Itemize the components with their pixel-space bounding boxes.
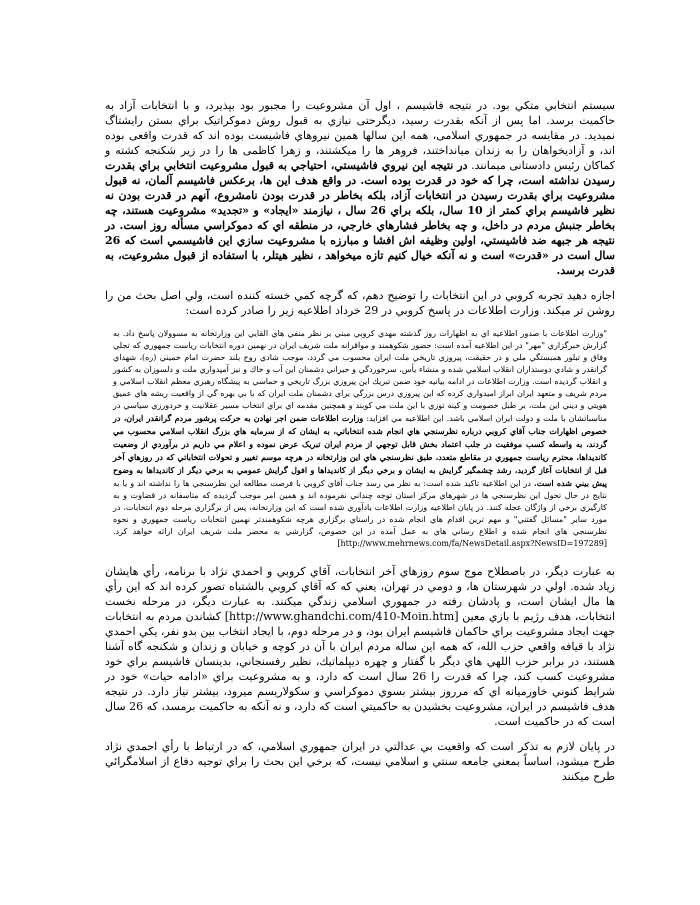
paragraph-4: در پايان لازم به تذكر است كه واقعيت بي عدالتي در ايران جمهوري اسلامي، كه در ارتباط با رأي احمدي نژاد طرح ميشود، اساساً بمعني جامعه سنتي و اسلامي نيست، كه برخي اين بحث را براي توجيه دفاع از اسلامگرائي طرح ميكنند <box>105 740 615 783</box>
paragraph-2: اجازه دهید تجربه کروبي در این انتخابات را توضیح دهم، که گرچه کمي خسته کننده است، ولي اصل بحث من را روشن تر میکند. وزارت اطلاعات در پاسخ کروبي در 29 خرداد اطلاعیه زیر را صادر کرده است: <box>105 289 615 317</box>
document-page <box>105 98 615 794</box>
paragraph-1-bold-text: در نتیجه این نیروي فاشیستي، احتیاجي به قبول مشروعیت انتخابي براي بقدرت رسیدن نداشته است، چرا که خود در قدرت بوده است. در واقع هدف این ها، برعکس فاشیسم آلمان، نه قبول مشروعیت براي بقدرت رسیدن در انتخابات آزاد، بلکه بخاطر در قدرت بودن نامشروع، آنهم در قدرت بودن نه نظیر فاشیسم براي کمتر از 10 سال، بلکه براي 26 سال ، نیازمند «ایجاد» و «تجدید» مشروعیت هستند، چه بخاطر جنبش مردم در داخل، و چه بخاطر فشارهاي خارجي، در منطقه اي که دموکراسي مسأله روز است. در نتیجه هر جبهه ضد فاشیستي، اولین وظیفه اش افشا و مبارزه با مشروعیت سازي این فاشیسمي است که 26 سال است در «قدرت» است و نه آنکه خیال کنیم تازه میخواهد ، نظیر هیتلر، با استفاده از قبول مشروعیت، به قدرت برسد. <box>105 159 616 277</box>
paragraph-1 <box>105 98 615 278</box>
paragraph-3: به عبارت ديگر، در باصطلاح موج سوم روزهاي آخر انتخابات، آقاي كروبي و احمدي نژاد با برنامه، رأي هايشان زياد شده. اولي در شهرستان ها، و دومي در تهران، يعني كه كه آقاي كروبي بالشتباه تصور كرده اند كه اين رأي ها مال ايشان است، و پادشان رفته در جمهوري اسلامي زندگي ميكنند. به عبارت ديگر، در مرحله نخست انتخابات، هدف رژيم با بازي معين [http://www.ghandchi.com/410-Moin.htm] كشاندن مردم به انتخابات جهت ايجاد مشروعيت براي حاكمان فاشيسم ايران بود، و در مرحله دوم، با ايجاد انتخاب بين بدو نفر، يكي احمدي نژاد با قيافه واقعي حزب الله، كه همه اين ساله مردم ايران با آن در كوچه و خيابان و زندان و شكنجه گاه آشنا هستند، در برابر حزب اللهي هاي ديگر با گفتار و چهره ديپلماتيك، نظير رفسنجاني، بدينسان فاشيسم براي خود مشروعيت كسب كند، چرا كه قدرت را 26 سال است كه دارد، و به مشروعيت براي «ادامه حيات» خود در شرايط كنوني خاورميانه اي كه مرروز بيشتر بسوي دموكراسي و سكولاريسم ميرود، بيشتر نياز دارد. در نتيجه هدف فاشيسم در ايران، مشروعيت بخشيدن به حاكميتي است كه دارد، و نه آنكه به حاكميت برمسد، كه 26 سال است كه در حاكميت است. <box>105 565 615 728</box>
quote-source-link[interactable]: [http://www.mehrnews.com/fa/NewsDetail.aspx?NewsID=197289] <box>337 539 607 548</box>
quote-text: "وزارت اطلاعات با صدور اطلاعیه اي به اظهارات روز گذشته مهدي کروبي مبني بر نظر منفي هاي القايي اين وزارتخانه به مسوولان پاسخ داد. به گزارش خبرگزاري "مهر" در اين اطلاعيه آمده است: حضور شکوهمند و مواقرانه ملت شريف ايران در نهمين دوره انتخابات رياست جمهوري که تجلي وفاق و تبلور همبستگي ملي و در حقيقت، پيروزي تاريخي ملت ايران محسوب مي گردد، موجب شادي روح بلند حضرت امام خميني (ره)، شهداي گرانقدر و شادي دوستداران انقلاب اسلامي شده و منشاء يأس، سرخوردگي و حيراني دشمنان اين آب و خاك و نيز آمپدواري ملت و دلسوزان به كشور و انقلاب گرديده است. وزارت اطلاعات در ادامه بيانيه خود ضمن تبريك اين پيروزي بزرگ تاريخي و حماسي به پيشگاه رهبري معظم انقلاب اسلامي و مردم شريف و متعهد ايران ابراز اميدواري كرده كه اين پيروزي درس بزرگي براي دشمنان ملت ايران كه با بي بهره گي از واقعيت ريشه هاي عميق هويتي و ديني اين ملت، بر طبل خصومت و كينه توزي با اين ملت مي كوبند و همچنين مقدمه اي براي انتخاب مسير عقلانيت و خردورزي سياسي در مناسباتشان با ملت و دولت ايران اسلامي باشد. اين اطلاعيه مي افزايد: <box>113 329 608 423</box>
quote-bold-text: وزارت اطلاعات ضمن اجر نهادن به حرکت پرشور مردم گرانقدر ايران، در خصوص اظهارات جناب آقاي کروبي درباره نظرسنجي هاي انجام شده انتخاباتي، به ايشان که از سرمايه هاي بزرگ انقلاب اسلامي محسوب مي گردند، به واسطه کسب موفقيت در جلب اعتماد بخش قابل توجهي از مردم ايران تبريک عرض نموده و اعلام مي داريم در برآوردي از وضعيت کانديداها، محترم رياست جمهوري در مقاطع متعدد، طبق نظرسنجي هاي اين وزارتخانه در هرچه موسم تغيير و تحولات انتخاباتي که در روزهاي آخر قبل از انتخابات آغاز گرديد، رشد چشمگير گرايش به ايشان و برخي ديگر از کانديداها و افول گرايش عمومي به برخي ديگر از کانديداها به وضوح پيش بيني شده است. <box>113 413 608 488</box>
quoted-statement <box>113 328 607 550</box>
quote-tail-text: در اين اطلاعيه تاكيد شده است: به نظر مي رسد جناب آقاي كروبي با فرصت مطالعه اين نظرسنجي ها را نداشته اند و يا به نتايج در حال تحول اين نظرسنجي ها در شهرهاي مركز استان توجه چنداني نفرموده اند و همين امر موجب گرديده كه متاسفانه در قضاوت و به كارگيري برخي از واژگان عجله كنند. در پايان اطلاعيه وزارت اطلاعات يادآوري شده است كه اين وزارتخانه، پس از برگزاري مرحله دوم انتخابات، در مورد ساير "مسائل گفتني" و مهم ترين اقدام هاي انجام شده در راستاي برگزاري هرچه شكوهمندتر نهمين انتخابات رياست جمهوري و نحوه نظرسنجي هاي انجام شده و اطلاع رساني هاي به عمل آمده در اين خصوص، گزارشي به محضر ملت شريف ايران ارائه خواهد كرد. <box>113 479 608 536</box>
paragraph-1-text: سیستم انتخابي متکي بود. در نتیجه فاشیسم ، اول آن مشروعیت را مجبور بود بپذیرد، و با انتخابات آزاد به حاکمیت برسد. اما پس از آنکه بقدرت رسید، دیگرحتی نیازي به قبول روش دموکراتیک براي بستن رایشتاگ نمیدید. در مقایسه در جمهوري اسلامی، همه این سالها همین نیروهاي فاشیست بوده اند که قدرت واقعی بوده اند، و آزادیخواهان را به زندان میانداختند، فروهر ها را میکشتند، و زهرا کاظمی ها را در زیر شکنجه کشته و کماکان رئیس دادستانی میمانند. <box>105 99 615 172</box>
